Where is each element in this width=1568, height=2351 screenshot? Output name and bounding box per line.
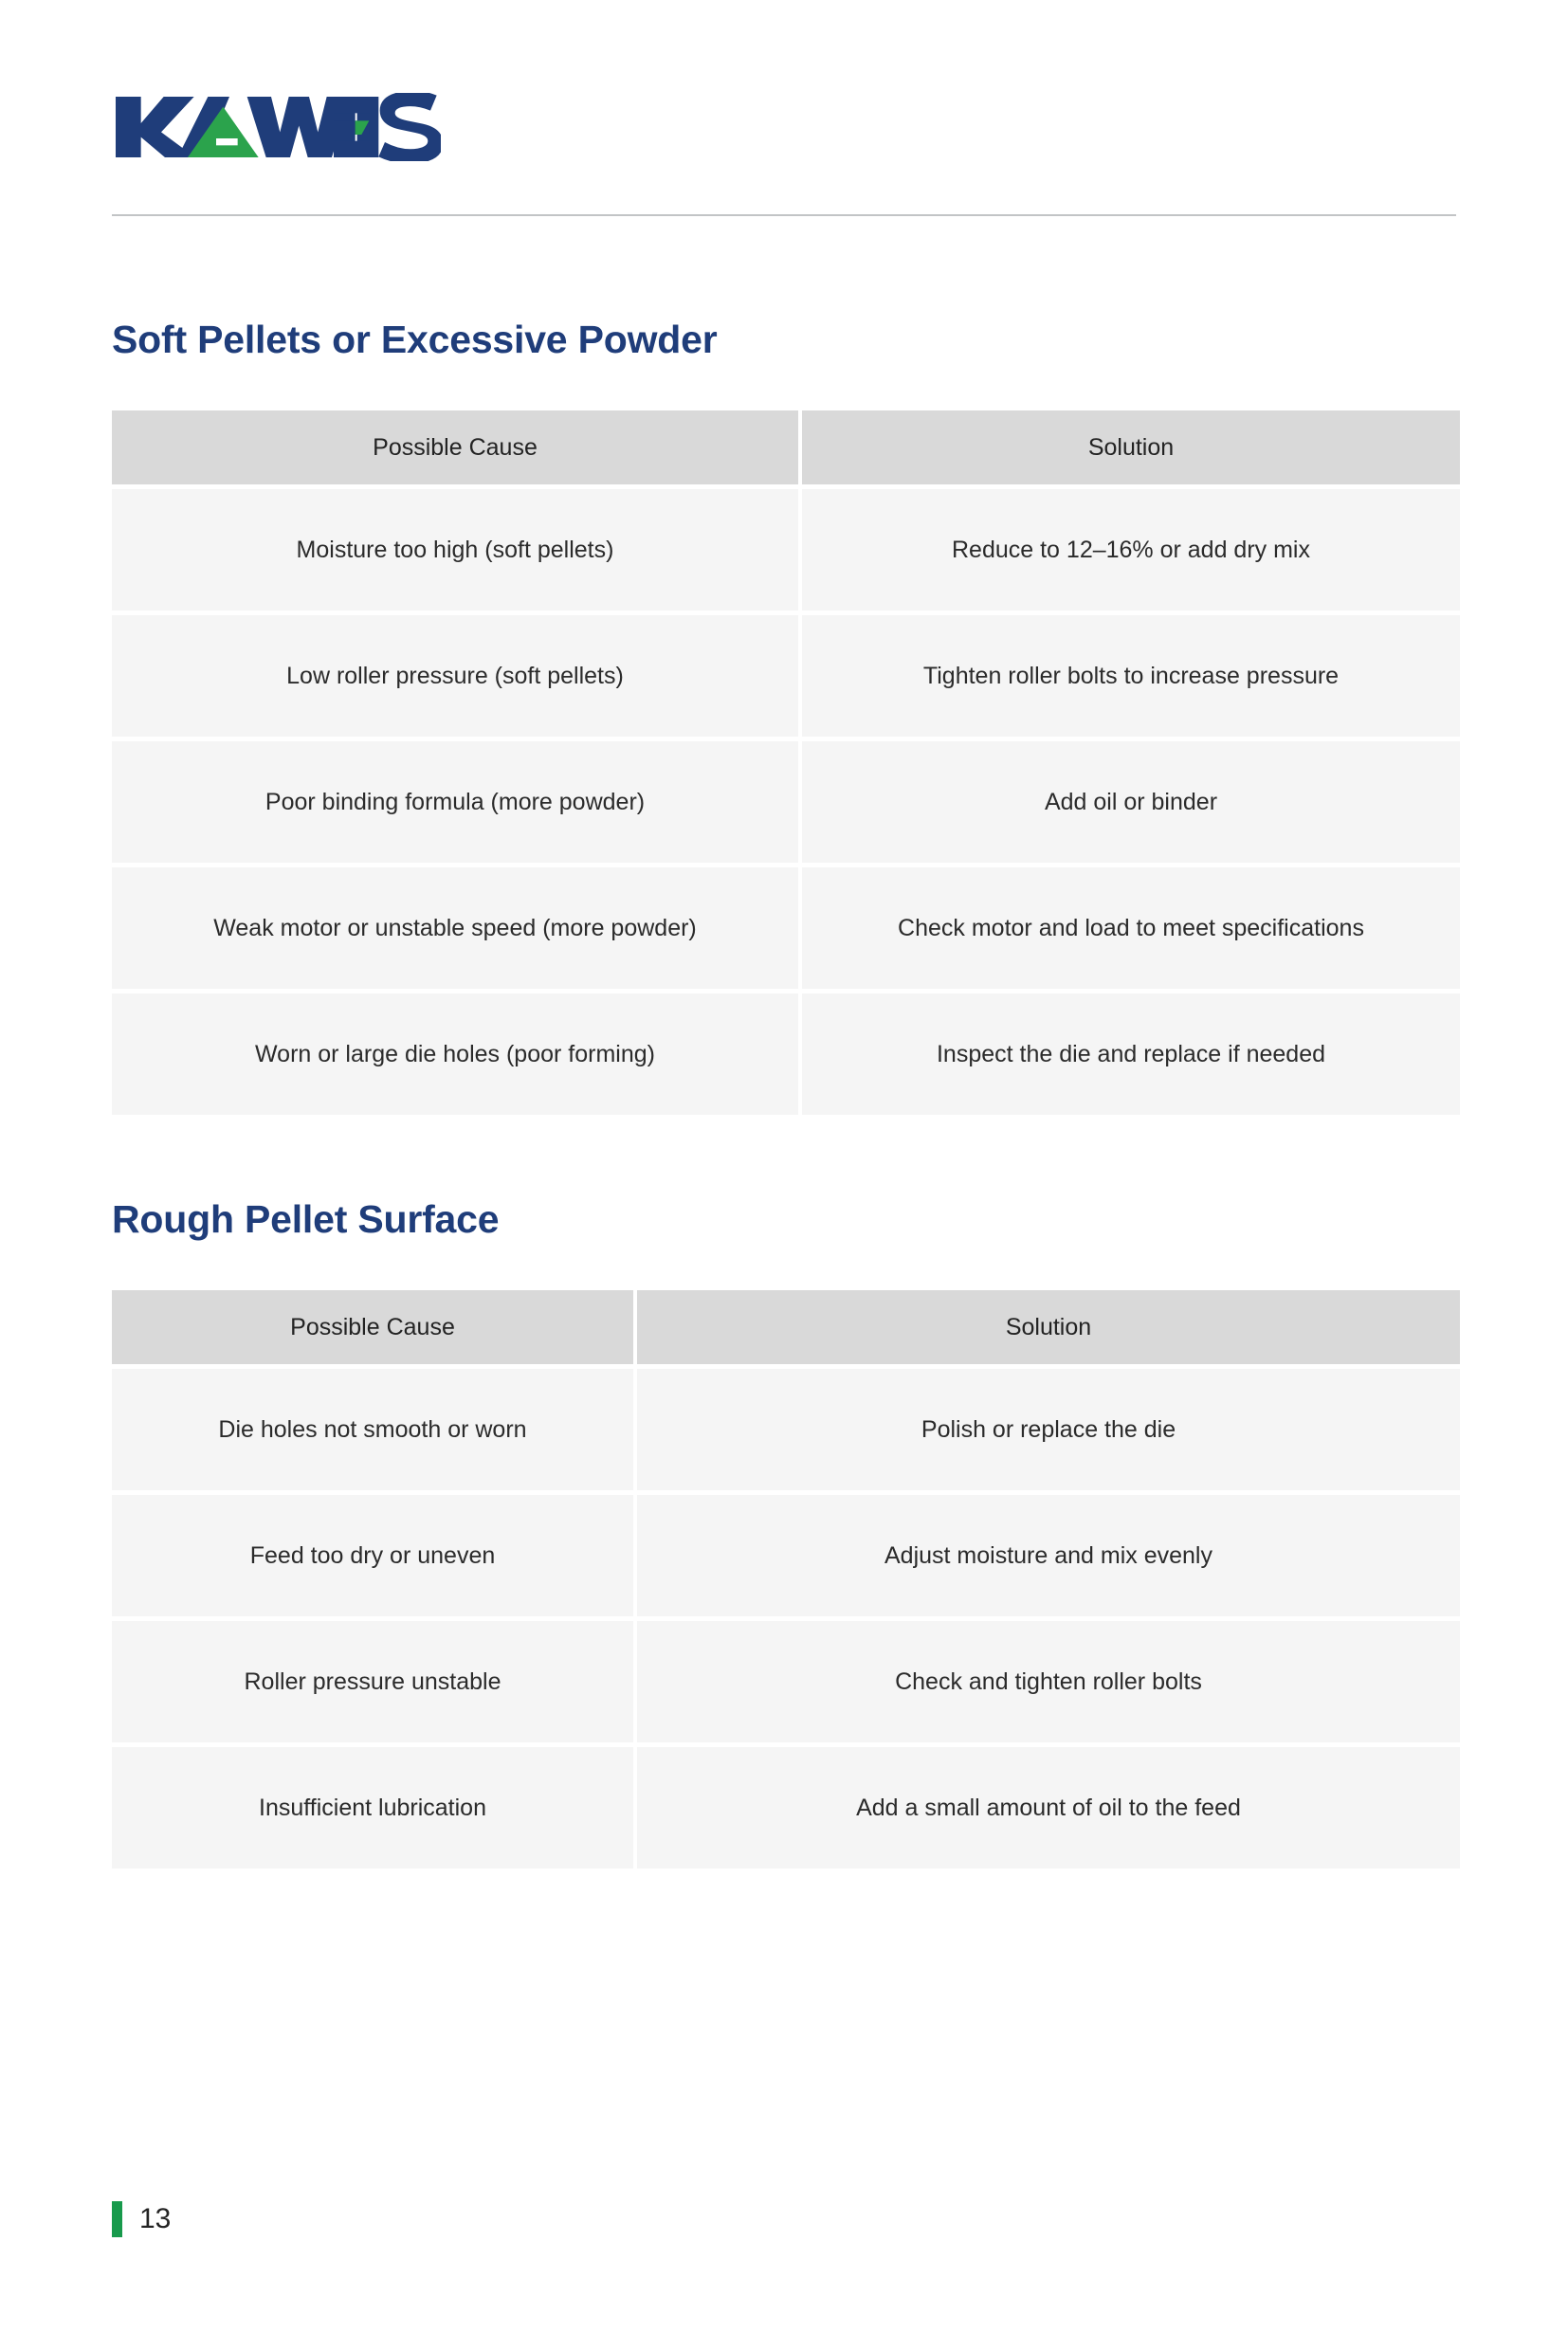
cell-solution: Add a small amount of oil to the feed (637, 1747, 1460, 1868)
cell-solution: Adjust moisture and mix evenly (637, 1495, 1460, 1616)
troubleshooting-table-rough-surface (108, 1285, 1464, 1873)
page-number: 13 (139, 2203, 172, 2234)
section-rough-pellet-surface (112, 1120, 1456, 1873)
column-header-solution: Solution (802, 410, 1460, 484)
cell-possible-cause: Worn or large die holes (poor forming) (112, 993, 798, 1115)
cell-possible-cause: Roller pressure unstable (112, 1621, 633, 1742)
cell-possible-cause: Feed too dry or uneven (112, 1495, 633, 1616)
cell-possible-cause: Die holes not smooth or worn (112, 1369, 633, 1490)
column-header-possible-cause: Possible Cause (112, 410, 798, 484)
table-row (112, 741, 1460, 863)
cell-solution: Check and tighten roller bolts (637, 1621, 1460, 1742)
section-soft-pellets (112, 228, 1456, 1120)
table-row (112, 489, 1460, 611)
header-divider (112, 214, 1456, 216)
section-heading: Rough Pellet Surface (112, 1197, 500, 1242)
cell-possible-cause: Weak motor or unstable speed (more powder) (112, 867, 798, 989)
cell-solution: Add oil or binder (802, 741, 1460, 863)
table-row (112, 867, 1460, 989)
kawise-logo (112, 93, 441, 161)
table-row (112, 1495, 1460, 1616)
cell-possible-cause: Poor binding formula (more powder) (112, 741, 798, 863)
kawise-logo-e (334, 93, 373, 161)
footer-accent-bar (112, 2201, 122, 2237)
table-row (112, 1369, 1460, 1490)
section-heading: Soft Pellets or Excessive Powder (112, 318, 718, 361)
cell-possible-cause: Moisture too high (soft pellets) (112, 489, 798, 611)
cell-possible-cause: Low roller pressure (soft pellets) (112, 615, 798, 737)
table-row (112, 1747, 1460, 1868)
cell-solution: Tighten roller bolts to increase pressure (802, 615, 1460, 737)
table-row (112, 1621, 1460, 1742)
troubleshooting-table-soft-pellets (108, 406, 1464, 1120)
cell-solution: Inspect the die and replace if needed (802, 993, 1460, 1115)
cell-solution: Polish or replace the die (637, 1369, 1460, 1490)
column-header-possible-cause: Possible Cause (112, 1290, 633, 1364)
page-header (0, 0, 1568, 228)
cell-solution: Reduce to 12–16% or add dry mix (802, 489, 1460, 611)
table-header-row (112, 410, 1460, 484)
cell-solution: Check motor and load to meet specifications (802, 867, 1460, 989)
page-content (112, 228, 1456, 1873)
table-row (112, 993, 1460, 1115)
cell-possible-cause: Insufficient lubrication (112, 1747, 633, 1868)
page-footer (112, 2201, 171, 2237)
column-header-solution: Solution (637, 1290, 1460, 1364)
table-row (112, 615, 1460, 737)
table-header-row (112, 1290, 1460, 1364)
